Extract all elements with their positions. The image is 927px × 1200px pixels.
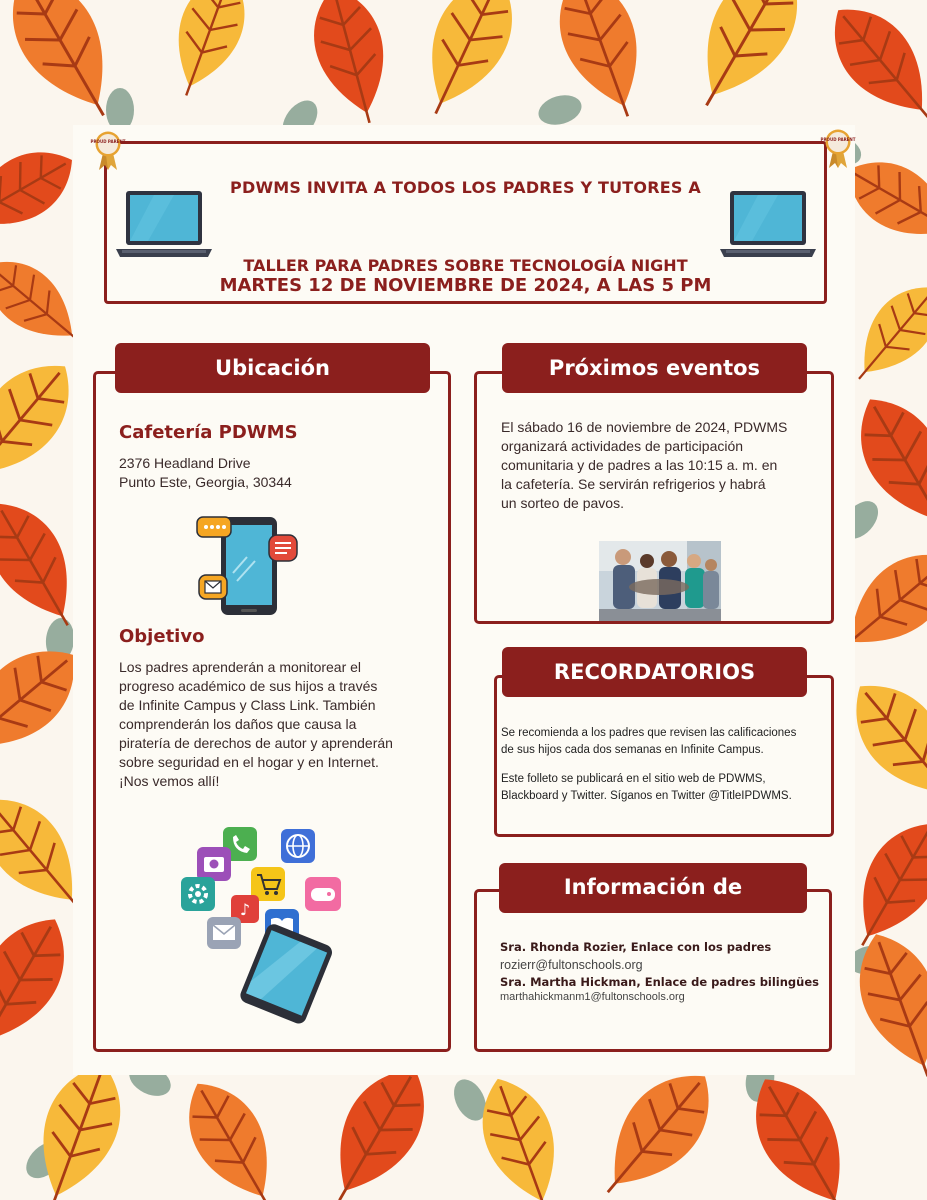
contact-person-1-email[interactable]: rozierr@fultonschools.org xyxy=(500,958,643,972)
proud-parent-badge-right-icon xyxy=(820,129,856,169)
objective-line: sobre seguridad en el hogar y en Internet. xyxy=(119,754,379,770)
svg-text:♪: ♪ xyxy=(239,900,251,919)
autumn-leaf-icon xyxy=(169,1067,297,1200)
events-line: El sábado 16 de noviembre de 2024, PDWMS xyxy=(501,419,788,435)
contact-person-2-name: Sra. Martha Hickman, Enlace de padres bilingües xyxy=(500,975,819,989)
smartphone-apps-icon xyxy=(177,825,349,1005)
events-line: un sorteo de pavos. xyxy=(501,495,624,511)
svg-text:PROUD PARENT: PROUD PARENT xyxy=(820,137,856,142)
reminder-line: Blackboard y Twitter. Síganos en Twitter @TitleIPDWMS. xyxy=(501,790,792,802)
header-invite: PDWMS INVITA A TODOS LOS PADRES Y TUTORES A xyxy=(230,178,701,197)
events-line: la cafetería. Se servirán refrigerios y habrá xyxy=(501,476,766,492)
objective-line: ¡Nos vemos allí! xyxy=(119,773,220,789)
objective-line: progreso académico de sus hijos a través xyxy=(119,678,378,694)
address-line-2: Punto Este, Georgia, 30344 xyxy=(119,474,292,490)
objective-line: Los padres aprenderán a monitorear el xyxy=(119,659,362,675)
autumn-leaf-icon xyxy=(842,922,927,1089)
events-line: comunitaria y de padres a las 10:15 a. m. en xyxy=(501,457,778,473)
reminder-line: de sus hijos cada dos semanas en Infinite Campus. xyxy=(501,744,764,756)
address-line-1: 2376 Headland Drive xyxy=(119,455,251,471)
contact-person-2-email[interactable]: marthahickmanm1@fultonschools.org xyxy=(500,991,685,1003)
location-name: Cafetería PDWMS xyxy=(119,422,298,443)
objective-line: comprenderán los daños que causa la xyxy=(119,716,357,732)
parents-group-photo xyxy=(599,541,721,621)
contact-title: Información de xyxy=(499,863,807,913)
events-line: organizará actividades de participación xyxy=(501,438,744,454)
objective-line: piratería de derechos de autor y aprenderán xyxy=(119,735,393,751)
objective-line: de Infinite Campus y Class Link. También xyxy=(119,697,376,713)
objective-heading: Objetivo xyxy=(119,626,205,647)
reminders-title: RECORDATORIOS xyxy=(502,647,807,697)
autumn-leaf-icon xyxy=(467,1068,578,1200)
phone-chat-icon xyxy=(195,513,301,619)
autumn-leaf-icon xyxy=(403,0,532,129)
laptop-right-icon xyxy=(718,189,818,261)
location-title: Ubicación xyxy=(115,343,430,393)
reminder-line: Este folleto se publicará en el sitio web de PDWMS, xyxy=(501,773,766,785)
events-title: Próximos eventos xyxy=(502,343,807,393)
header-event-date: MARTES 12 DE NOVIEMBRE DE 2024, A LAS 5 PM xyxy=(219,275,712,296)
reminder-line: Se recomienda a los padres que revisen las calificaciones xyxy=(501,727,797,739)
laptop-left-icon xyxy=(114,189,214,261)
svg-text:PROUD PARENT: PROUD PARENT xyxy=(90,139,126,144)
autumn-leaf-icon xyxy=(157,0,259,106)
proud-parent-badge-left-icon xyxy=(90,131,126,171)
contact-person-1-name: Sra. Rhonda Rozier, Enlace con los padres xyxy=(500,940,772,954)
sage-leaf-icon xyxy=(535,90,585,129)
autumn-leaf-icon xyxy=(580,1053,732,1200)
header-event-title: TALLER PARA PADRES SOBRE TECNOLOGÍA NIGHT xyxy=(243,256,688,275)
autumn-leaf-icon xyxy=(673,0,820,125)
autumn-leaf-icon xyxy=(813,0,927,139)
flyer-page xyxy=(73,125,855,1075)
